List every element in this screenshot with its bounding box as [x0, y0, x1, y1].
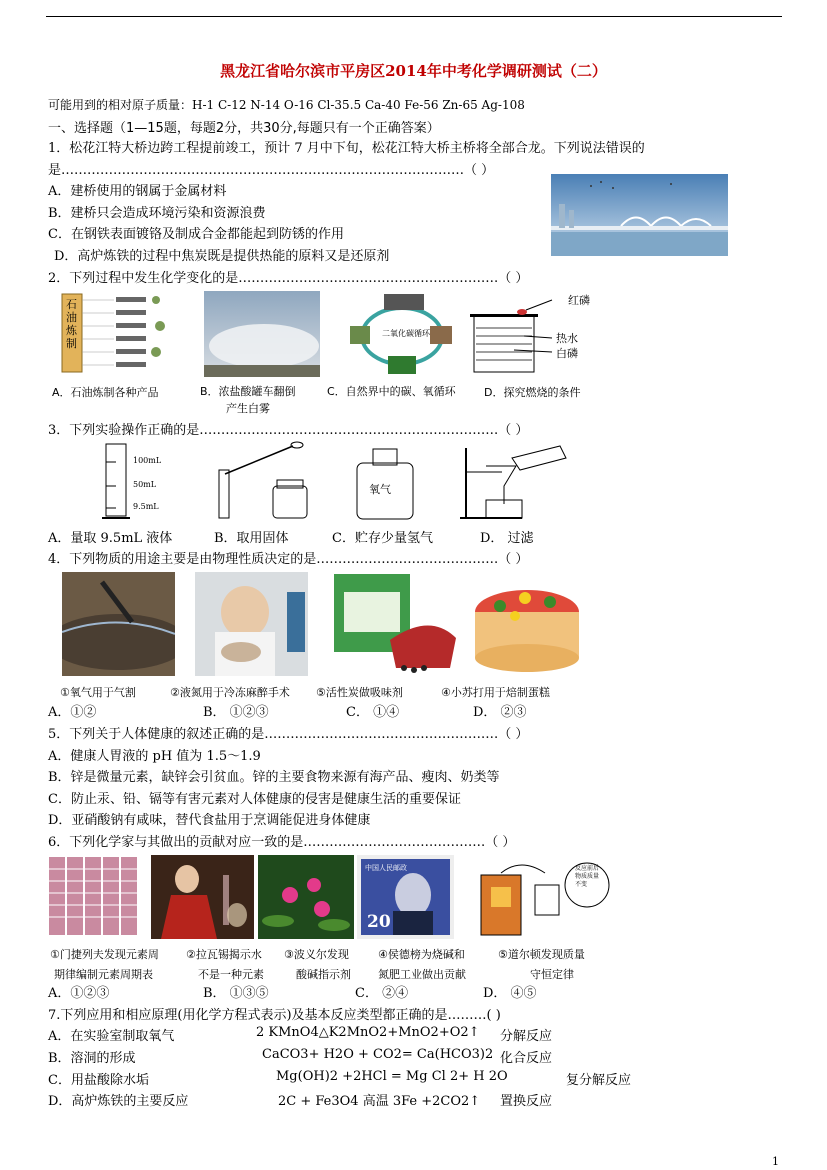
boyle-flower-photo [258, 855, 354, 939]
q6-caption-2a: ②拉瓦锡揭示水 [186, 948, 262, 961]
q4-caption-1: ①氧气用于气割 [60, 686, 136, 699]
bubble-text: 反应前后物质质量不变 [575, 865, 600, 888]
q7-row-a-type: 分解反应 [500, 1029, 553, 1044]
label-hot-water: 热水 [556, 332, 578, 345]
q3-option-c: C．贮存少量氢气 [332, 531, 433, 546]
atomic-masses: 可能用到的相对原子质量：H-1 C-12 N-14 O-16 Cl-35.5 Ca-40 Fe-56 Zn-65 Ag-108 [48, 98, 525, 112]
q7-row-b-type: 化合反应 [500, 1051, 553, 1066]
q4-caption-3: ⑤活性炭做吸味剂 [316, 686, 403, 699]
q4-caption-2: ②液氮用于冷冻麻醉手术 [170, 686, 290, 699]
q5-option-a: A．健康人胃液的 pH 值为 1.5～1.9 [48, 749, 261, 764]
q6-option-b: B． ①③⑤ [203, 986, 269, 1001]
oil-refining-diagram [56, 292, 176, 376]
q4-option-b: B． ①②③ [203, 705, 269, 720]
q6-stem: 6．下列化学家与其做出的贡献对应一致的是……………………………………（ ） [48, 835, 516, 850]
mark-50ml: 50mL [133, 480, 157, 489]
q2-caption-a: A．石油炼制各种产品 [52, 386, 159, 399]
page-number: 1 [772, 1155, 779, 1168]
gas-bottle-diagram [355, 447, 415, 521]
q2-caption-b2: 产生白雾 [226, 402, 270, 415]
q5-option-c: C．防止汞、铅、镉等有害元素对人体健康的侵害是健康生活的重要保证 [48, 792, 461, 807]
q4-option-a: A．①② [48, 705, 97, 720]
label-red-phosphorus: 红磷 [568, 294, 590, 307]
q2-stem: 2．下列过程中发生化学变化的是……………………………………………………（ ） [48, 271, 529, 286]
label-white-phosphorus: 白磷 [556, 347, 578, 360]
q6-caption-1b: 期律编制元素周期表 [54, 968, 153, 981]
liquid-nitrogen-photo [195, 572, 308, 676]
q7-row-c-equation: Mg(OH)2 +2HCl = Mg Cl 2+ H 2O [276, 1069, 508, 1084]
q1-option-a: A．建桥使用的钢属于金属材料 [48, 184, 227, 199]
q6-caption-5a: ⑤道尔顿发现质量 [498, 948, 585, 961]
q7-row-b-label: B．溶洞的形成 [48, 1051, 136, 1066]
combustion-experiment-diagram [464, 290, 614, 376]
dalton-experiment-diagram [461, 855, 611, 939]
q6-caption-3b: 酸碱指示剂 [296, 968, 351, 981]
q6-option-c: C． ②④ [355, 986, 409, 1001]
mark-9-5ml: 9.5mL [133, 502, 159, 511]
q1-stem-line2: 是…………………………………………………………………………………（ ） [48, 163, 495, 178]
q3-option-b: B．取用固体 [214, 531, 289, 546]
bottle-label: 氧气 [369, 483, 391, 496]
q6-caption-5b: 守恒定律 [530, 968, 574, 981]
q4-option-c: C． ①④ [346, 705, 400, 720]
q6-option-a: A．①②③ [48, 986, 110, 1001]
q5-stem: 5．下列关于人体健康的叙述正确的是………………………………………………（ ） [48, 727, 529, 742]
q1-stem-line1: 1．松花江特大桥边跨工程提前竣工，预计 7 月中下旬，松花江特大桥主桥将全部合龙。下列说法错误的 [48, 141, 645, 156]
carbon-cycle-text: 二氧化碳循环 [382, 329, 430, 338]
q7-row-b-equation: CaCO3+ H2O + CO2= Ca(HCO3)2 [262, 1047, 494, 1062]
q4-option-d: D． ②③ [473, 705, 527, 720]
section-heading: 一、选择题（1—15题，每题2分，共30分,每题只有一个正确答案） [48, 121, 440, 136]
q7-row-a-equation: 2 KMnO4△K2MnO2+MnO2+O2↑ [256, 1025, 480, 1040]
fruit-cake-photo [470, 572, 585, 676]
graduated-cylinder-diagram [100, 442, 180, 522]
q4-caption-4: ④小苏打用于焙制蛋糕 [441, 686, 550, 699]
q5-option-d: D．亚硝酸钠有咸味，替代食盐用于烹调能促进身体健康 [48, 813, 371, 828]
header-rule [46, 16, 782, 17]
take-solid-diagram [213, 440, 313, 522]
q1-option-c: C．在钢铁表面镀铬及制成合金都能起到防锈的作用 [48, 227, 344, 242]
q7-stem: 7.下列应用和相应原理(用化学方程式表示)及基本反应类型都正确的是………( ) [48, 1008, 501, 1023]
stamp-country: 中国人民邮政 [365, 864, 407, 872]
q3-stem: 3．下列实验操作正确的是……………………………………………………………（ ） [48, 423, 529, 438]
q1-option-b: B．建桥只会造成环境污染和资源浪费 [48, 206, 266, 221]
q7-row-d-type: 置换反应 [500, 1094, 553, 1109]
q7-row-a-label: A．在实验室制取氧气 [48, 1029, 175, 1044]
tower-char: 油 [66, 311, 77, 324]
stamp-value: 20 [367, 912, 391, 932]
filtration-diagram [452, 444, 570, 522]
q4-stem: 4．下列物质的用途主要是由物理性质决定的是……………………………………（ ） [48, 552, 529, 567]
q1-option-d: D．高炉炼铁的过程中焦炭既是提供热能的原料又是还原剂 [54, 249, 390, 264]
q5-option-b: B．锌是微量元素，缺锌会引贫血。锌的主要食物来源有海产品、瘦肉、奶类等 [48, 770, 500, 785]
q7-row-c-type: 复分解反应 [566, 1073, 632, 1088]
q2-caption-b: B．浓盐酸罐车翻倒 [200, 385, 296, 398]
q6-caption-4b: 氮肥工业做出贡献 [378, 968, 466, 981]
q6-caption-1a: ①门捷列夫发现元素周 [50, 948, 159, 961]
acid-fog-photo [204, 291, 320, 377]
q3-option-a: A．量取 9.5mL 液体 [48, 531, 173, 546]
q6-option-d: D． ④⑤ [483, 986, 537, 1001]
q7-row-d-equation: 2C + Fe3O4 高温 3Fe +2CO2↑ [278, 1094, 481, 1109]
tower-char: 炼 [66, 324, 77, 337]
gas-cutting-photo [62, 572, 175, 676]
page-title: 黑龙江省哈尔滨市平房区2014年中考化学调研测试（二） [220, 62, 607, 80]
tower-char: 石 [66, 298, 77, 311]
periodic-table-image [47, 855, 147, 939]
q2-caption-c: C．自然界中的碳、氧循环 [327, 385, 456, 398]
q6-caption-3a: ③波义尔发现 [284, 948, 349, 961]
activated-carbon-photo [330, 572, 461, 676]
carbon-cycle-diagram [344, 292, 460, 376]
q6-caption-4a: ④侯德榜为烧碱和 [378, 948, 465, 961]
hou-debang-stamp [357, 855, 454, 939]
q3-option-d: D． 过滤 [480, 531, 534, 546]
lavoisier-painting [151, 855, 254, 939]
q6-caption-2b: 不是一种元素 [198, 968, 264, 981]
bridge-photo [551, 174, 728, 256]
mark-100ml: 100mL [133, 456, 162, 465]
q7-row-c-label: C．用盐酸除水垢 [48, 1073, 149, 1088]
q2-caption-d: D．探究燃烧的条件 [484, 386, 581, 399]
q7-row-d-label: D．高炉炼铁的主要反应 [48, 1094, 189, 1109]
tower-char: 制 [66, 337, 77, 350]
